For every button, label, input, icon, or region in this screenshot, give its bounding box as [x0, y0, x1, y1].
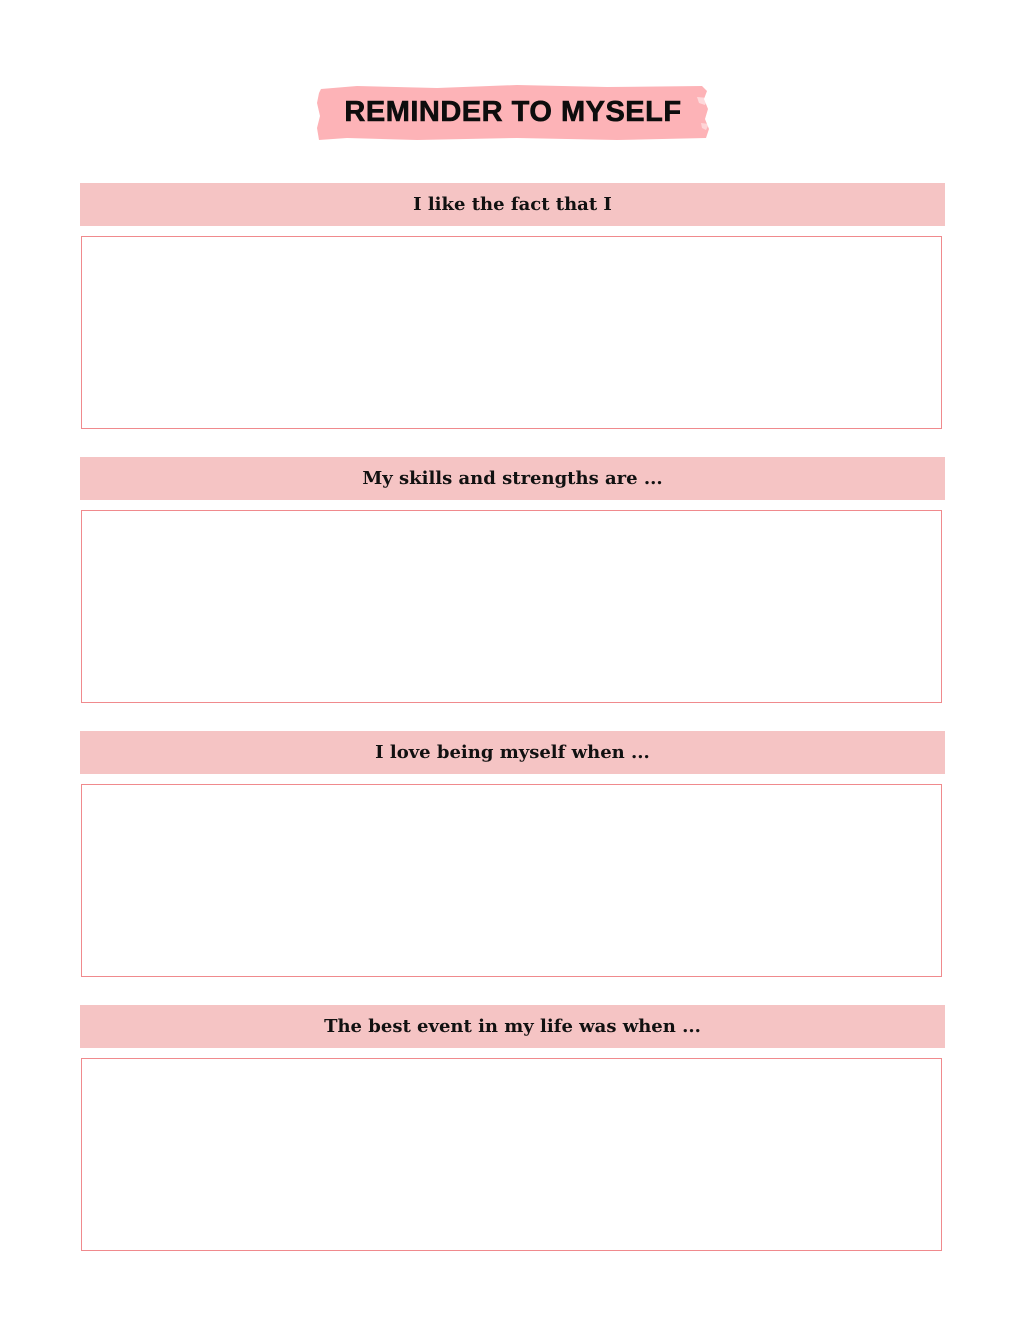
section-like-fact [80, 183, 945, 226]
section-best-event [80, 1005, 945, 1048]
section-header: I love being myself when ... [80, 731, 945, 774]
section-header: My skills and strengths are ... [80, 457, 945, 500]
title-banner [317, 83, 709, 141]
section-love-being-myself [80, 731, 945, 774]
section-header: I like the fact that I [80, 183, 945, 226]
section-skills-strengths [80, 457, 945, 500]
writing-box[interactable] [81, 236, 942, 429]
writing-box[interactable] [81, 1058, 942, 1251]
section-header: The best event in my life was when ... [80, 1005, 945, 1048]
page-title: REMINDER TO MYSELF [344, 96, 682, 128]
writing-box[interactable] [81, 510, 942, 703]
writing-box[interactable] [81, 784, 942, 977]
